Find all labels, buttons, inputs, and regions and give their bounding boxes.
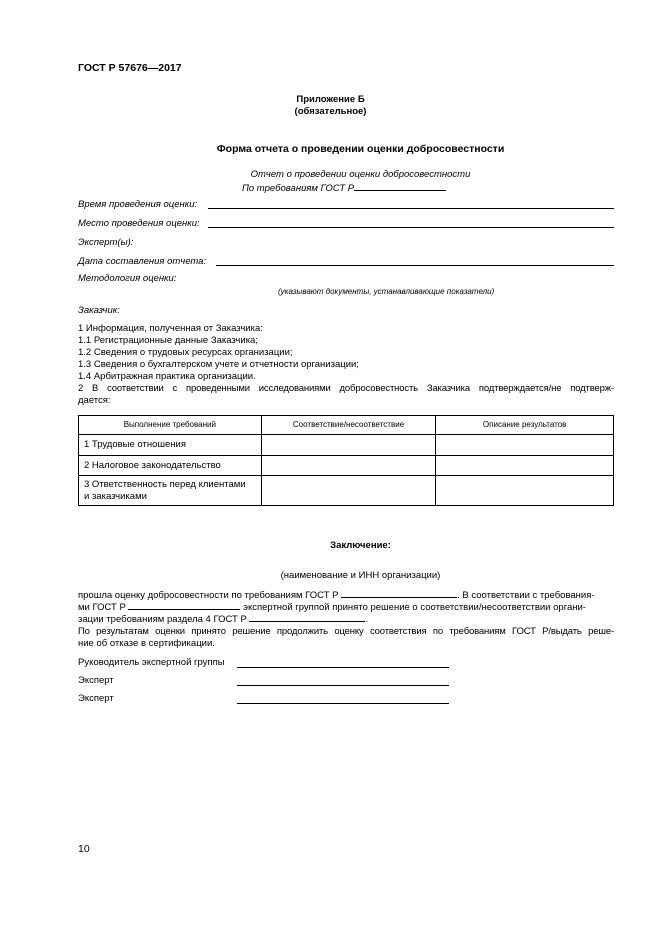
table-cell-requirement: 2 Налоговое законодательство [79,456,262,476]
conclusion-title: Заключение: [330,540,391,551]
table-row [79,435,614,456]
table-cell-requirement: 1 Трудовые отношения [79,435,262,456]
field-time-blank [208,208,614,209]
report-standard-line [242,181,446,195]
info-line-1-2: 1.2 Сведения о трудовых ресурсах организации; [78,347,293,358]
table-cell-description [436,435,614,456]
field-experts-label: Эксперт(ы): [78,237,134,248]
conclusion-text: прошла оценку добросовестности по требованиям ГОСТ Р [78,590,339,601]
field-date-blank [216,265,614,266]
field-methodology-label: Методология оценки: [78,273,177,284]
info-line-1-4: 1.4 Арбитражная практика организации. [78,371,256,382]
page-number: 10 [78,843,90,855]
requirements-table [78,415,614,506]
report-standard-label: По требованиям ГОСТ Р [242,183,355,194]
info-line-1-1: 1.1 Регистрационные данные Заказчика; [78,335,258,346]
standard-number-blank [128,600,240,610]
standard-header: ГОСТ Р 57676—2017 [78,62,182,74]
conclusion-text: . [365,614,369,625]
appendix-title: Приложение Б [296,94,365,105]
table-row [79,456,614,476]
table-cell-compliance [261,435,436,456]
conclusion-text: . В соответствии с требования- [457,590,595,601]
methodology-note: (указывают документы, устанавливающие показатели) [278,287,495,296]
organization-note: (наименование и ИНН организации) [280,570,441,581]
signature-expert-1-line [237,685,449,686]
col-header-description: Описание результатов [436,416,614,435]
field-place-label: Место проведения оценки: [78,218,200,229]
info-line-2: 2 В соответствии с проведенными исследованиями добросовестность Заказчика подтверждается/не подтверж- [78,383,614,394]
table-cell-compliance [261,476,436,506]
conclusion-text: ми ГОСТ Р [78,602,126,613]
field-date-label: Дата составления отчета: [78,256,207,267]
appendix-status: (обязательное) [294,106,367,117]
table-cell-requirement [79,476,262,506]
requirement-line-1: 3 Ответственность перед клиентами [84,478,246,490]
standard-number-blank [249,612,365,622]
field-place-blank [208,227,614,228]
signature-expert-1-label: Эксперт [78,675,114,686]
info-line-1: 1 Информация, полученная от Заказчика: [78,323,263,334]
info-line-2-cont: дается: [78,395,111,406]
form-title: Форма отчета о проведении оценки добросовестности [216,143,505,155]
decision-line-1: По результатам оценки принято решение продолжить оценку соответствия по требованиям ГОСТ Р/выдать реше- [78,626,614,637]
standard-number-blank [341,588,457,598]
table-header-row [79,416,614,435]
table-row [79,476,614,506]
table-cell-description [436,456,614,476]
conclusion-text: экспертной группой принято решение о соответствии/несоответствии органи- [243,602,586,613]
signature-expert-2-label: Эксперт [78,693,114,704]
table-cell-compliance [261,456,436,476]
signature-head-line [237,667,449,668]
info-line-1-3: 1.3 Сведения о бухгалтерском учете и отчетности организации; [78,359,359,370]
signature-expert-2-line [237,703,449,704]
signature-head-label: Руководитель экспертной группы [78,657,225,668]
requirement-line-2: и заказчиками [84,490,147,502]
col-header-compliance: Соответствие/несоответствие [261,416,436,435]
conclusion-text: зации требованиям раздела 4 ГОСТ Р [78,614,247,625]
field-time-label: Время проведения оценки: [78,199,198,210]
decision-line-2: ние об отказе в сертификации. [78,638,215,649]
standard-number-blank [354,181,446,191]
col-header-requirements: Выполнение требований [79,416,262,435]
table-cell-description [436,476,614,506]
conclusion-paragraph-line-3 [78,612,368,626]
field-customer-label: Заказчик: [78,305,120,316]
report-subtitle: Отчет о проведении оценки добросовестности [250,169,471,180]
